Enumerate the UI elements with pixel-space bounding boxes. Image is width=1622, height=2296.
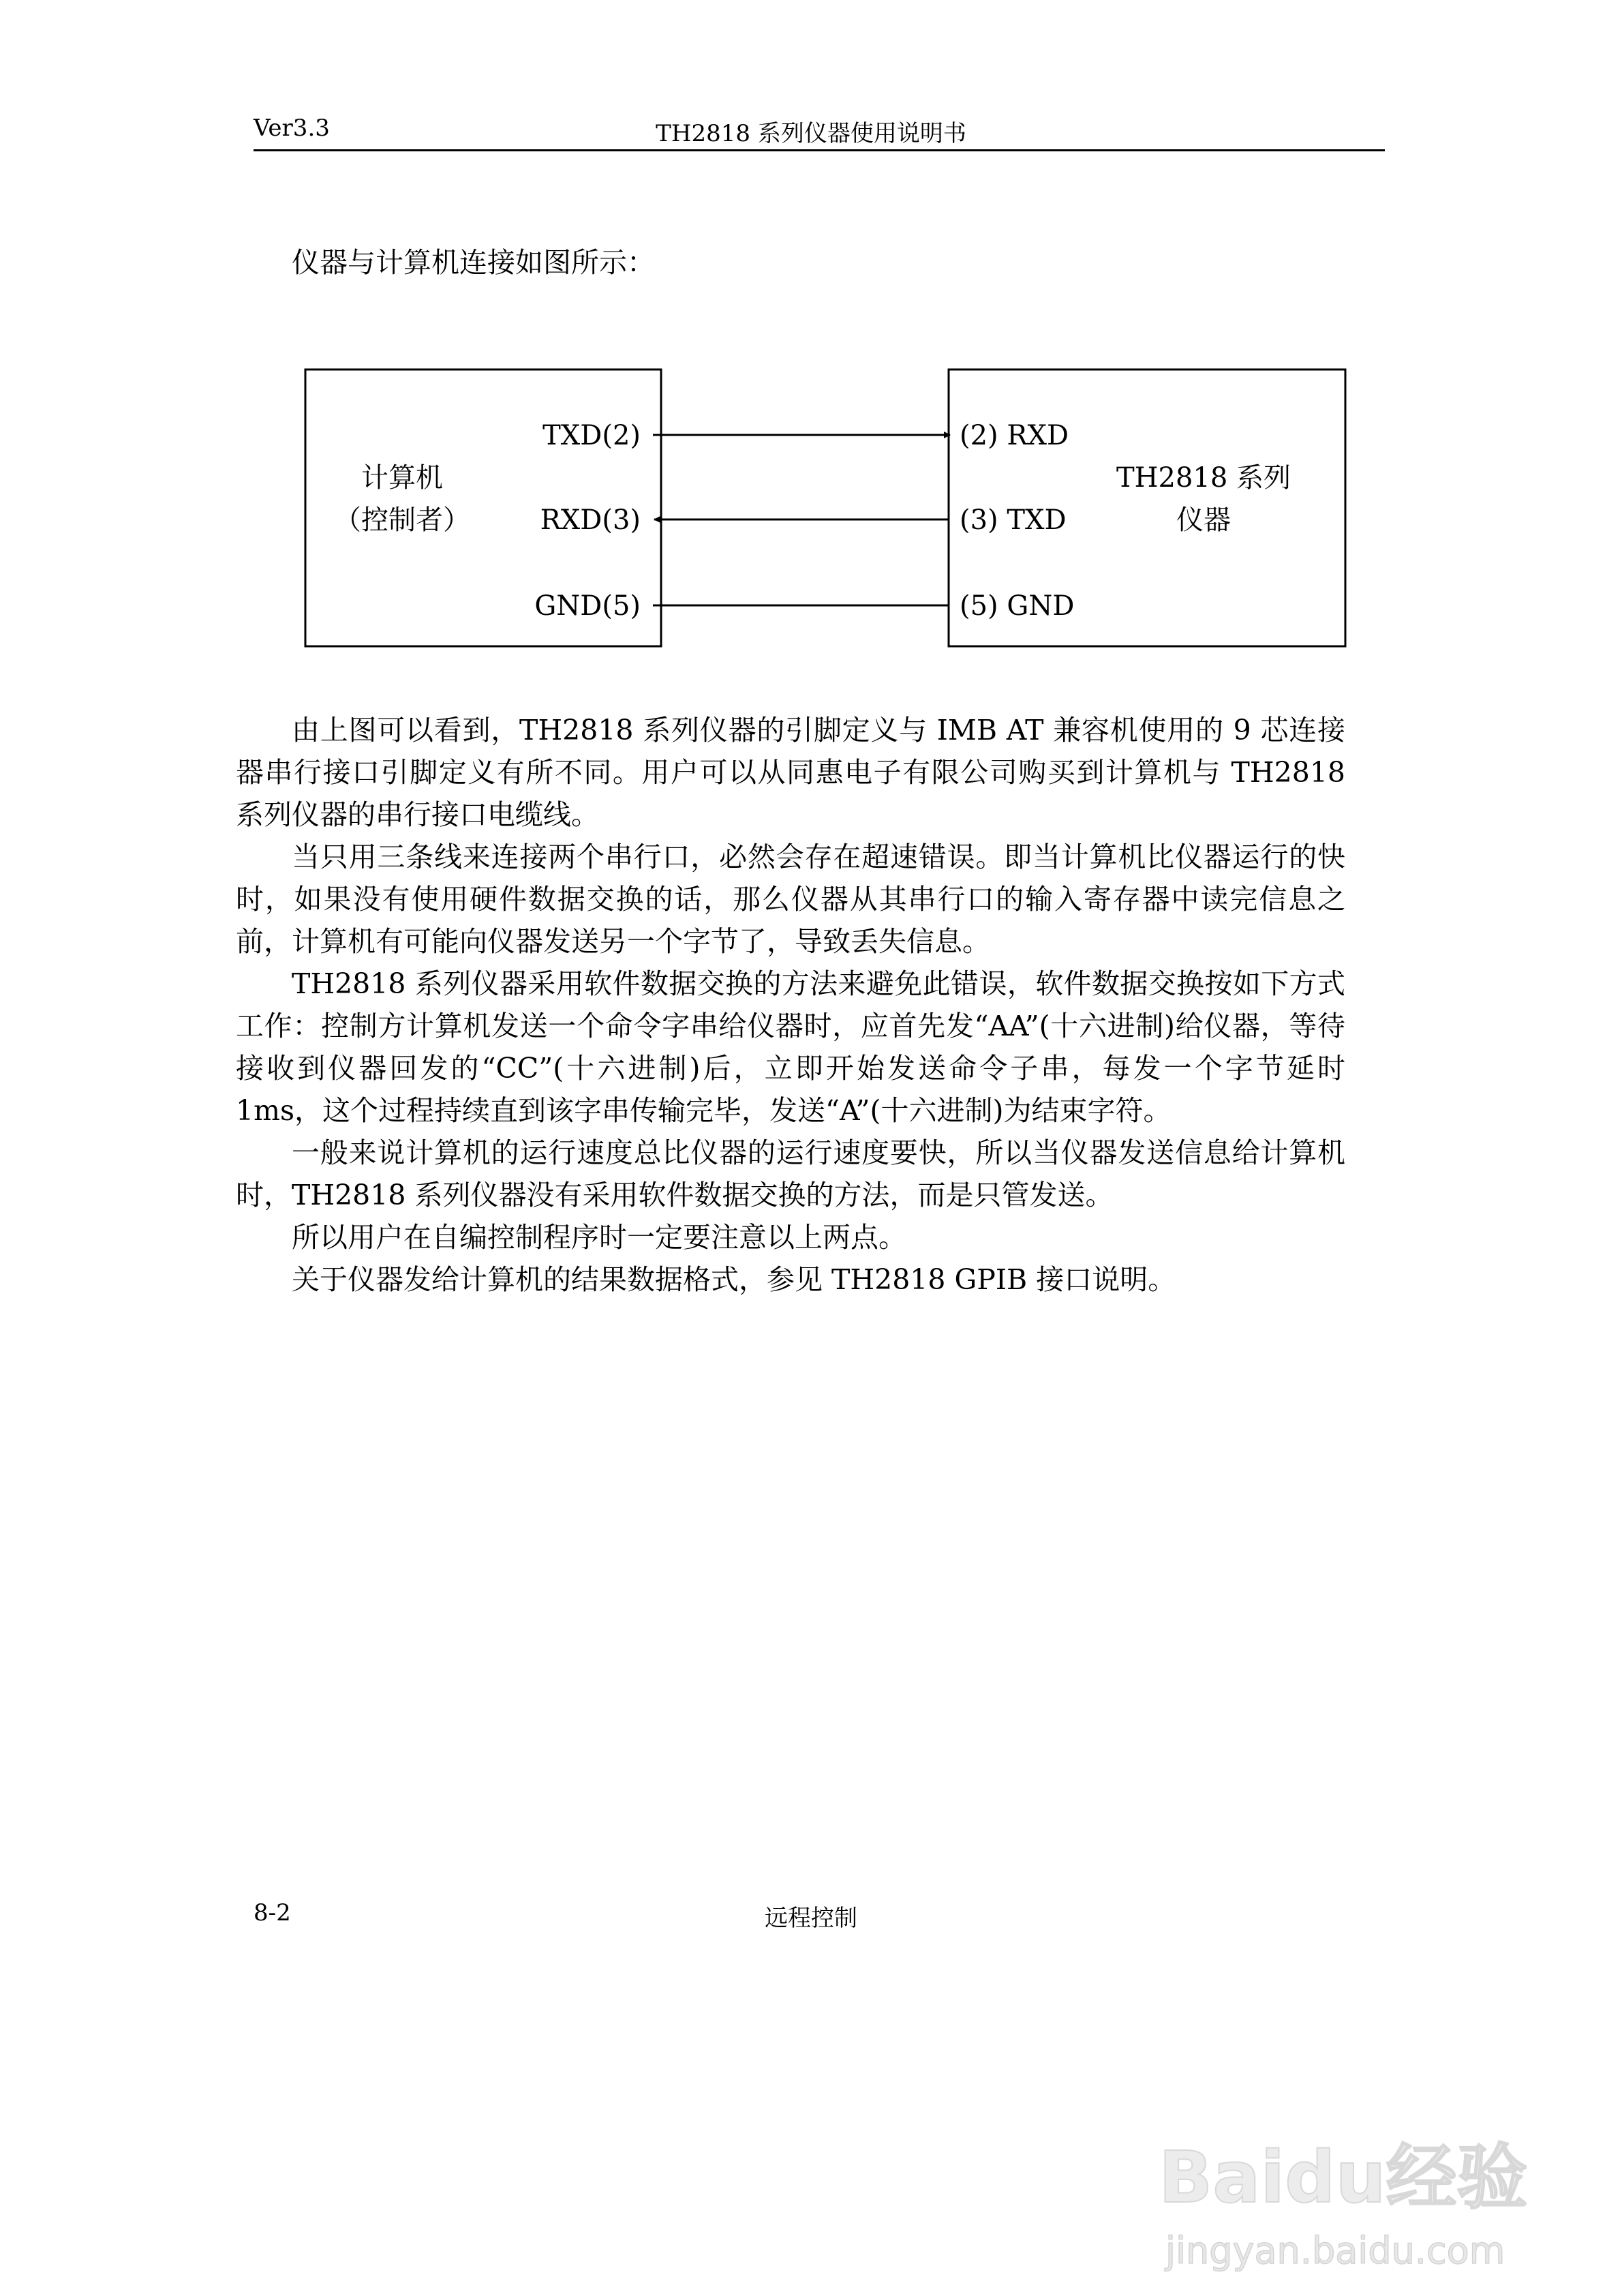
header-version: Ver3.3 xyxy=(254,115,330,142)
computer-label: 计算机 xyxy=(361,462,443,494)
connection-diagram xyxy=(0,0,1622,682)
paragraph-overrun-error: 当只用三条线来连接两个串行口，必然会存在超速错误。即当计算机比仪器运行的快时，如果没有使用硬件数据交换的话，那么仪器从其串行口的输入寄存器中读完信息之前，计算机有可能向仪器发送另一个字节了，导致丢失信息。 xyxy=(236,841,1345,958)
pin-3-txd: (3) TXD xyxy=(960,504,1067,536)
pin-txd-2: TXD(2) xyxy=(542,420,641,451)
pin-2-rxd: (2) RXD xyxy=(960,420,1069,451)
paragraph-data-format: 关于仪器发给计算机的结果数据格式，参见 TH2818 GPIB 接口说明。 xyxy=(292,1263,1176,1296)
paragraph-user-note: 所以用户在自编控制程序时一定要注意以上两点。 xyxy=(292,1221,906,1254)
intro-text: 仪器与计算机连接如图所示： xyxy=(292,246,655,279)
footer-section: 远程控制 xyxy=(765,1905,857,1932)
instrument-label: TH2818 系列 xyxy=(1116,462,1291,494)
footer-page-number: 8-2 xyxy=(254,1899,291,1927)
paragraph-pin-definition: 由上图可以看到，TH2818 系列仪器的引脚定义与 IMB AT 兼容机使用的 9 芯连接器串行接口引脚定义有所不同。用户可以从同惠电子有限公司购买到计算机与 TH2818 系列仪器的串行接口电缆线。 xyxy=(236,714,1345,831)
pin-rxd-3: RXD(3) xyxy=(540,504,641,536)
pin-5-gnd: (5) GND xyxy=(960,590,1075,622)
paragraph-software-handshake: TH2818 系列仪器采用软件数据交换的方法来避免此错误，软件数据交换按如下方式工作：控制方计算机发送一个命令字串给仪器时，应首先发“AA”(十六进制)给仪器，等待接收到仪器回发的“CC”(十六进制)后，立即开始发送命令子串，每发一个字节延时 1ms，这个过程持续直到该字串传输完毕，发送“A”(十六进制)为结束字符。 xyxy=(236,967,1345,1127)
computer-role-label: （控制者） xyxy=(334,504,470,536)
watermark-url: jingyan.baidu.com xyxy=(1165,2229,1505,2272)
baidu-watermark xyxy=(1152,2127,1602,2277)
watermark-brand: Baidu经验 xyxy=(1159,2136,1528,2219)
pin-gnd-5: GND(5) xyxy=(534,590,641,622)
instrument-label-2: 仪器 xyxy=(1176,504,1231,536)
paragraph-instrument-send: 一般来说计算机的运行速度总比仪器的运行速度要快，所以当仪器发送信息给计算机时，TH2818 系列仪器没有采用软件数据交换的方法，而是只管发送。 xyxy=(236,1136,1345,1211)
header-title: TH2818 系列仪器使用说明书 xyxy=(656,120,966,147)
